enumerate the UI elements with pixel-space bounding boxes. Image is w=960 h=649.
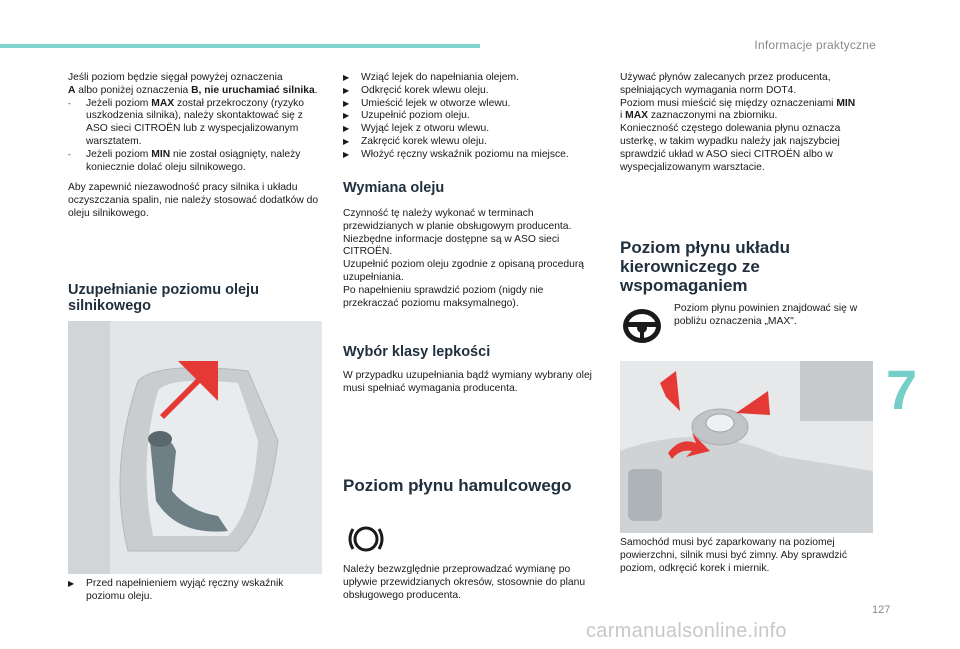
heading-viscosity: Wybór klasy lepkości [343,344,491,360]
steering-note: Poziom płynu powinien znajdować się w pobliżu oznaczenia „MAX". [674,303,858,327]
steering-footer-text: Samochód musi być zaparkowany na poziomej powierzchni, silnik musi być zimny. Aby sprawdzić poziom, odkręcić korek i miernik. [620,537,847,574]
viscosity-text: W przypadku uzupełniania bądź wymiany wybrany olej musi spełniać wymagania producenta. [343,370,592,394]
list-item: ▶ Odkręcić korek wlewu oleju. [343,84,489,96]
hook-bullet-icon: ▶ [343,98,350,108]
hook-bullet-icon: ▶ [68,579,75,588]
hook-bullet-icon: ▶ [343,73,350,82]
warning-max: - Jeżeli poziom MAX został przekroczony (ryzyko uszkodzenia silnika), należy skontaktować się z ASO sieci CITROËN lub z wyspecjalizowanym warsztatem. [68,97,305,147]
heading-oil-change: Wymiana oleju [343,180,445,196]
heading-oil-topup: Uzupełnianie poziomu oleju silnikowego [68,282,259,314]
steering-wheel-icon [620,306,664,351]
hook-bullet-icon: ▶ [343,124,350,134]
hook-bullet-icon: ▶ [343,111,350,121]
section-title: Informacje praktyczne [754,38,876,52]
column-2 [343,72,599,162]
page-number: 127 [872,604,891,616]
heading-brake-fluid: Poziom płynu hamulcowego [343,476,572,495]
column-3: Używać płynów zalecanych przez producenta, spełniających wymagania norm DOT4. Poziom musi mieścić się między oznaczeniami MIN i MAX zaznaczonymi na zbiorniku. Konieczność częstego dolewania płynu oznacza usterkę, w takim wypadku należy jak najszybciej sprawdzić układ w ASO sieci CITROËN albo w wyspecjalizowanym warsztacie. [620,72,856,173]
oil-level-intro: Jeśli poziom będzie sięgał powyżej oznaczenia A albo poniżej oznaczenia B, nie uruchamiać silnika. [68,72,318,96]
list-item: ▶ Uzupełnić poziom oleju. [343,110,470,122]
list-item: ▶ Wyjąć lejek z otworu wlewu. [343,123,490,135]
hook-bullet-icon: ▶ [343,149,350,159]
oil-filler-photo [68,321,322,574]
list-item: ▶ Wziąć lejek do napełniania olejem. [343,72,519,83]
header-accent-bar [0,44,480,48]
step-remove-dipstick: ▶ Przed napełnieniem wyjąć ręczny wskaźnik poziomu oleju. [68,578,284,602]
steering-reservoir-illustration [620,361,873,533]
list-item: ▶ Umieścić lejek w otworze wlewu. [343,97,511,109]
additive-advice: Aby zapewnić niezawodność pracy silnika i układu oczyszczania spalin, nie należy stosować dodatków do oleju silnikowego. [68,182,319,219]
column-1 [68,72,324,221]
heading-power-steering: Poziom płynu układu kierowniczego ze wspomaganiem [620,238,791,295]
chapter-number: 7 [886,358,918,421]
hook-bullet-icon: ▶ [343,85,350,95]
brake-text: Należy bezwzględnie przeprowadzać wymianę po upływie przewidzianych okresów, stosownie do planu obsługowego producenta. [343,564,586,601]
oil-change-text: Czynność tę należy wykonać w terminach przewidzianych w planie obsługowym producenta. Niezbędne informacje dostępne są w ASO sieci CITROËN. Uzupełnić poziom oleju zgodnie z opisaną procedurą uzupełniania. Po napełnieniu sprawdzić poziom (nigdy nie przekraczać poziomu maksymalnego). [343,208,584,309]
brake-warning-icon [347,524,385,559]
list-item: ▶ Zakręcić korek wlewu oleju. [343,135,487,147]
watermark: carmanualsonline.info [586,620,787,642]
list-item: ▶ Włożyć ręczny wskaźnik poziomu na miejsce. [343,148,569,160]
warning-min: - Jeżeli poziom MIN nie został osiągnięty, należy koniecznie dolać oleju silnikowego. [68,148,301,173]
engine-oil-filler-illustration [68,321,322,574]
hook-bullet-icon: ▶ [343,136,350,146]
steering-fluid-photo [620,361,873,533]
